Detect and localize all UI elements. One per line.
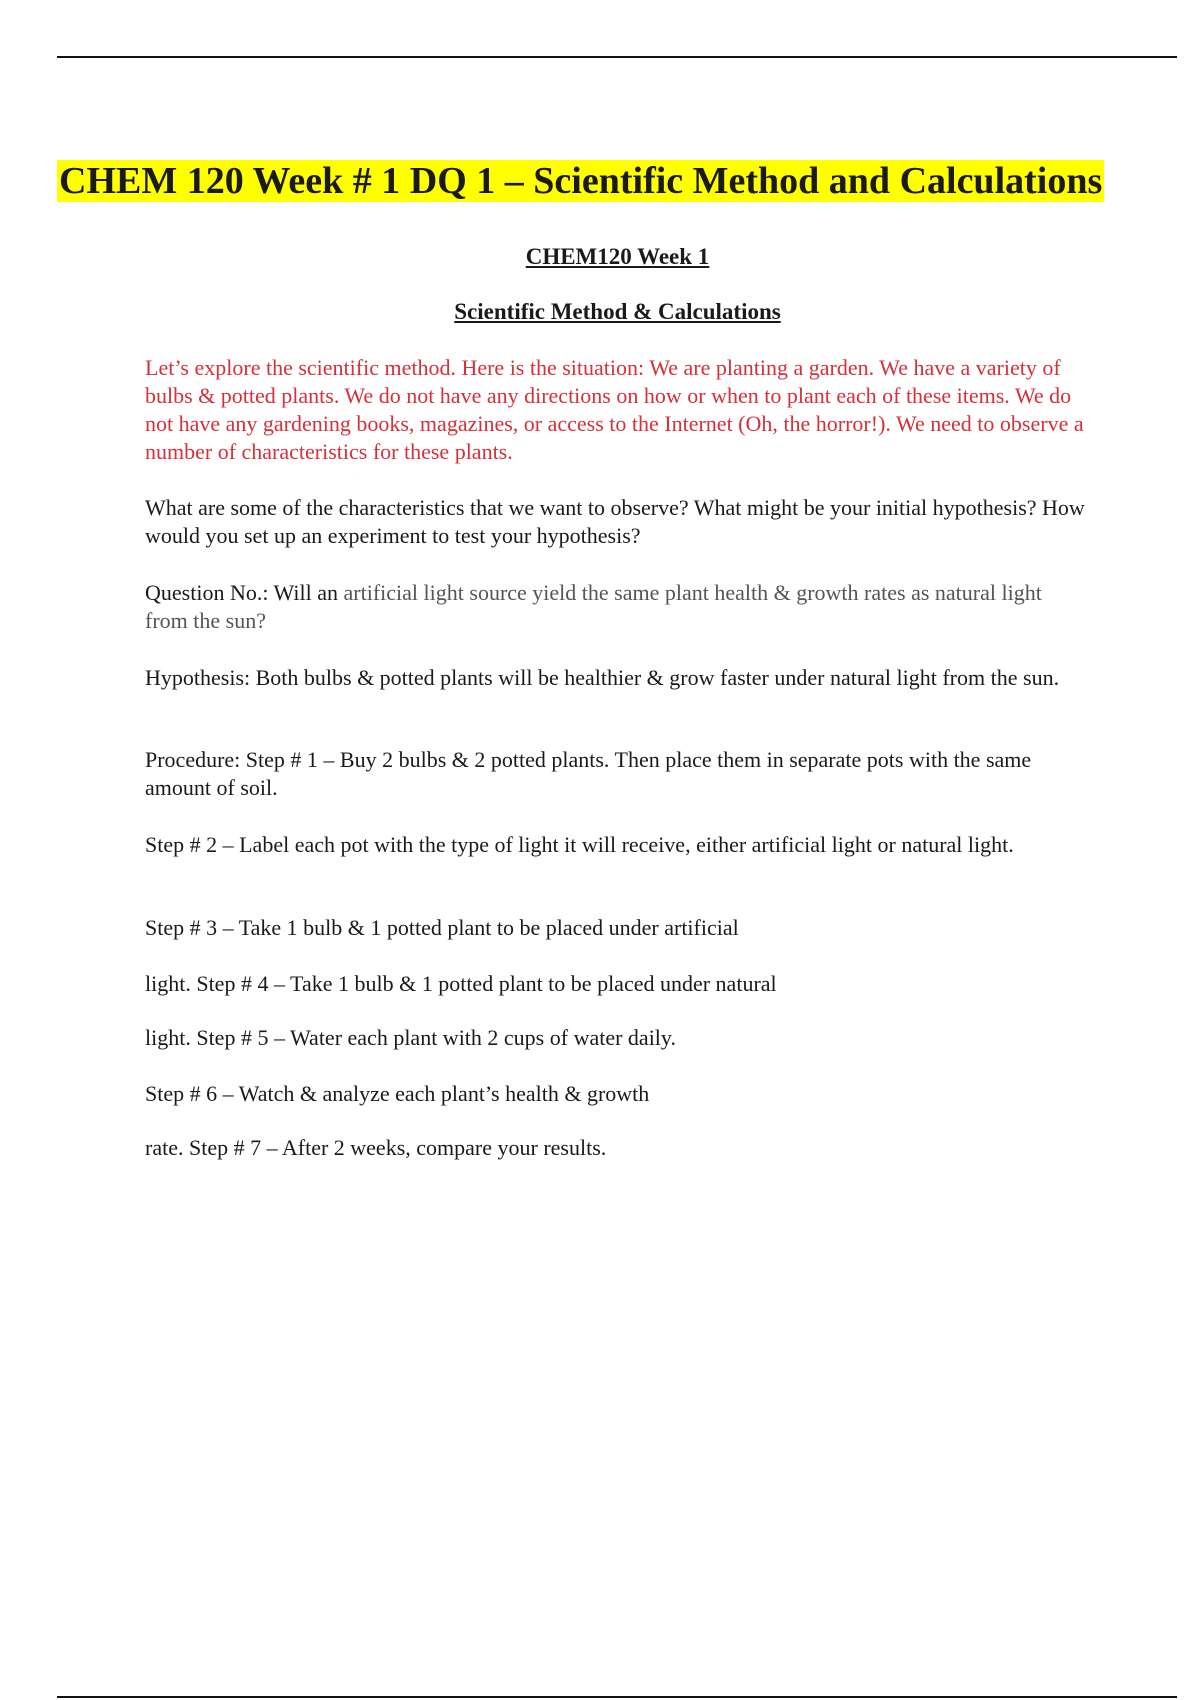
hypothesis-paragraph: Hypothesis: Both bulbs & potted plants will be healthier & grow faster under natural light from the sun.	[145, 665, 1060, 690]
top-rule	[57, 56, 1177, 58]
procedure-step-1: Procedure: Step # 1 – Buy 2 bulbs & 2 potted plants. Then place them in separate pots with the same amount of soil.	[145, 747, 1032, 800]
course-heading: CHEM120 Week 1	[525, 244, 710, 269]
procedure-step-7: rate. Step # 7 – After 2 weeks, compare your results.	[145, 1135, 607, 1160]
question-paragraph	[145, 579, 1085, 635]
procedure-step-2: Step # 2 – Label each pot with the type of light it will receive, either artificial light or natural light.	[145, 832, 1014, 857]
title-block	[57, 155, 1157, 207]
bottom-rule	[57, 1696, 1177, 1698]
question-label: Question No.: Will an	[145, 580, 339, 605]
procedure-step-4: light. Step # 4 – Take 1 bulb & 1 potted plant to be placed under natural	[145, 971, 777, 996]
topic-heading: Scientific Method & Calculations	[454, 299, 781, 324]
question-text: artificial light source yield the same plant health & growth rates as natural light from the sun?	[145, 580, 1042, 633]
questions-paragraph: What are some of the characteristics that we want to observe? What might be your initial hypothesis? How would you set up an experiment to test your hypothesis?	[145, 495, 1085, 548]
procedure-step-3: Step # 3 – Take 1 bulb & 1 potted plant to be placed under artificial	[145, 915, 739, 940]
prompt-paragraph: Let’s explore the scientific method. Here is the situation: We are planting a garden. We have a variety of bulbs & potted plants. We do not have any directions on how or when to plant each of these items. We do not have any gardening books, magazines, or access to the Internet (Oh, the horror!). We need to observe a number of characteristics for these plants.	[145, 355, 1084, 464]
document-title: CHEM 120 Week # 1 DQ 1 – Scientific Method and Calculations	[59, 160, 1103, 202]
procedure-step-6: Step # 6 – Watch & analyze each plant’s health & growth	[145, 1081, 650, 1106]
procedure-step-5: light. Step # 5 – Water each plant with 2 cups of water daily.	[145, 1025, 676, 1050]
